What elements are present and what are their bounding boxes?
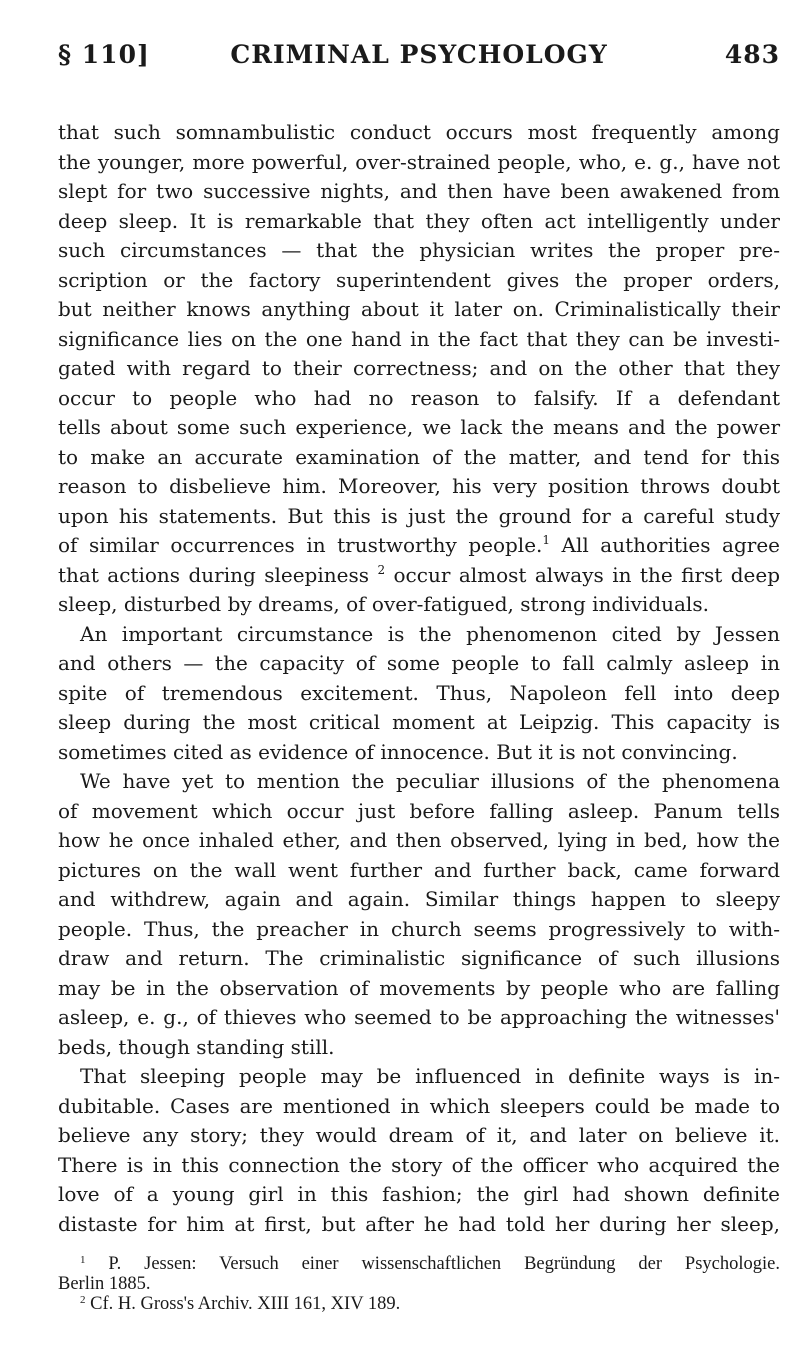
footnote-line — [58, 1274, 780, 1294]
line-text: and others — the capacity of some people to fall calmly asleep in — [58, 651, 780, 675]
running-title: CRIMINAL PSYCHOLOGY — [230, 40, 608, 69]
text-line — [58, 649, 780, 679]
page-number: 483 — [724, 40, 780, 69]
line-text: reason to disbelieve him. Moreover, his very position throws doubt — [58, 474, 780, 498]
text-line — [58, 1151, 780, 1181]
line-text: An important circumstance is the phenomenon cited by Jessen — [80, 621, 780, 646]
text-line — [58, 885, 780, 915]
line-text: scription or the factory superintendent gives the proper orders, — [58, 267, 780, 292]
line-text: how he once inhaled ether, and then observed, lying in bed, how the — [58, 828, 780, 852]
line-text: deep sleep. It is remarkable that they often act intelligently under — [58, 208, 780, 233]
footnote-number: 1 — [80, 1254, 86, 1266]
line-text: but neither knows anything about it later on. Criminalistically their — [58, 297, 780, 321]
line-text: beds, though standing still. — [58, 1034, 335, 1059]
text-line — [58, 797, 780, 827]
text-line — [58, 1180, 780, 1210]
line-text: pictures on the wall went further and further back, came forward — [58, 857, 780, 882]
footnote-line — [58, 1294, 780, 1314]
footnote-line — [58, 1254, 780, 1274]
line-text: dubitable. Cases are mentioned in which sleepers could be made to — [58, 1093, 780, 1118]
line-text: to make an accurate examination of the matter, and tend for this — [58, 444, 780, 469]
line-text: slept for two successive nights, and then have been awakened from — [58, 179, 780, 203]
line-text: love of a young girl in this fashion; the girl had shown definite — [58, 1182, 780, 1206]
text-line — [58, 767, 780, 797]
text-line — [58, 148, 780, 178]
text-line — [58, 384, 780, 414]
line-text: occur to people who had no reason to falsify. If a defendant — [58, 385, 780, 410]
text-line — [58, 236, 780, 266]
text-line — [58, 856, 780, 886]
body-text — [58, 118, 780, 1239]
text-line — [58, 354, 780, 384]
text-line — [58, 738, 780, 768]
text-line — [58, 590, 780, 620]
section-marker: § 110] — [58, 40, 150, 69]
line-text: sleep, disturbed by dreams, of over-fatigued, strong individuals. — [58, 592, 709, 616]
line-text: upon his statements. But this is just the ground for a careful study — [58, 503, 780, 528]
text-line — [58, 118, 780, 148]
line-text: asleep, e. g., of thieves who seemed to be approaching the witnesses' — [58, 1005, 780, 1029]
line-text: draw and return. The criminalistic significance of such illusions — [58, 946, 780, 970]
line-text: that such somnambulistic conduct occurs most frequently among — [58, 120, 780, 144]
text-line — [58, 1121, 780, 1151]
text-line — [58, 472, 780, 502]
line-text: the younger, more powerful, over-strained people, who, e. g., have not — [58, 149, 780, 174]
line-text: sometimes cited as evidence of innocence. But it is not convincing. — [58, 739, 738, 764]
line-text: may be in the observation of movements by people who are falling — [58, 975, 780, 1000]
text-line — [58, 1003, 780, 1033]
text-line — [58, 177, 780, 207]
text-line — [58, 325, 780, 355]
text-line — [58, 620, 780, 650]
footnote-reference: 2 — [377, 562, 386, 577]
line-text: gated with regard to their correctness; and on the other that they — [58, 356, 780, 380]
text-line — [58, 826, 780, 856]
footnote-number: 2 — [80, 1294, 86, 1306]
text-line — [58, 502, 780, 532]
text-line — [58, 443, 780, 473]
text-line — [58, 1033, 780, 1063]
line-text: significance lies on the one hand in the fact that they can be investi- — [58, 326, 780, 351]
line-text: Cf. H. Gross's Archiv. XIII 161, XIV 189. — [85, 1294, 401, 1314]
line-text: and withdrew, again and again. Similar things happen to sleepy — [58, 887, 780, 911]
text-line — [58, 944, 780, 974]
running-header — [58, 40, 780, 80]
text-line — [58, 1062, 780, 1092]
line-text: Berlin 1885. — [58, 1274, 151, 1294]
line-text-continued: occur almost always in the first deep — [385, 562, 781, 587]
text-line — [58, 1210, 780, 1240]
footnotes — [58, 1254, 780, 1314]
text-line — [58, 974, 780, 1004]
text-line — [58, 708, 780, 738]
line-text: believe any story; they would dream of it, and later on believe it. — [58, 1123, 780, 1147]
text-line — [58, 915, 780, 945]
line-text: people. Thus, the preacher in church seems progressively to with- — [58, 916, 780, 941]
text-line — [58, 413, 780, 443]
line-text-continued: All authorities agree — [550, 533, 780, 557]
text-line — [58, 207, 780, 237]
text-line — [58, 266, 780, 296]
line-text: P. Jessen: Versuch einer wissenschaftlichen Begründung der Psychologie. — [85, 1254, 780, 1274]
line-text: There is in this connection the story of the officer who acquired the — [58, 1152, 780, 1177]
line-text: That sleeping people may be influenced in definite ways is in- — [80, 1064, 780, 1088]
line-text: tells about some such experience, we lack the means and the power — [58, 415, 780, 439]
footnote-reference: 1 — [542, 533, 551, 547]
text-line — [58, 679, 780, 709]
line-text: that actions during sleepiness — [58, 562, 378, 587]
line-text: spite of tremendous excitement. Thus, Napoleon fell into deep — [58, 680, 780, 705]
line-text: We have yet to mention the peculiar illusions of the phenomena — [80, 769, 780, 793]
line-text: distaste for him at first, but after he had told her during her sleep, — [58, 1211, 780, 1236]
text-line — [58, 561, 780, 591]
line-text: sleep during the most critical moment at Leipzig. This capacity is — [58, 710, 780, 734]
text-line — [58, 295, 780, 325]
line-text: of similar occurrences in trustworthy people. — [58, 533, 543, 557]
text-line — [58, 531, 780, 561]
line-text: such circumstances — that the physician writes the proper pre- — [58, 238, 780, 262]
text-line — [58, 1092, 780, 1122]
line-text: of movement which occur just before falling asleep. Panum tells — [58, 798, 780, 823]
